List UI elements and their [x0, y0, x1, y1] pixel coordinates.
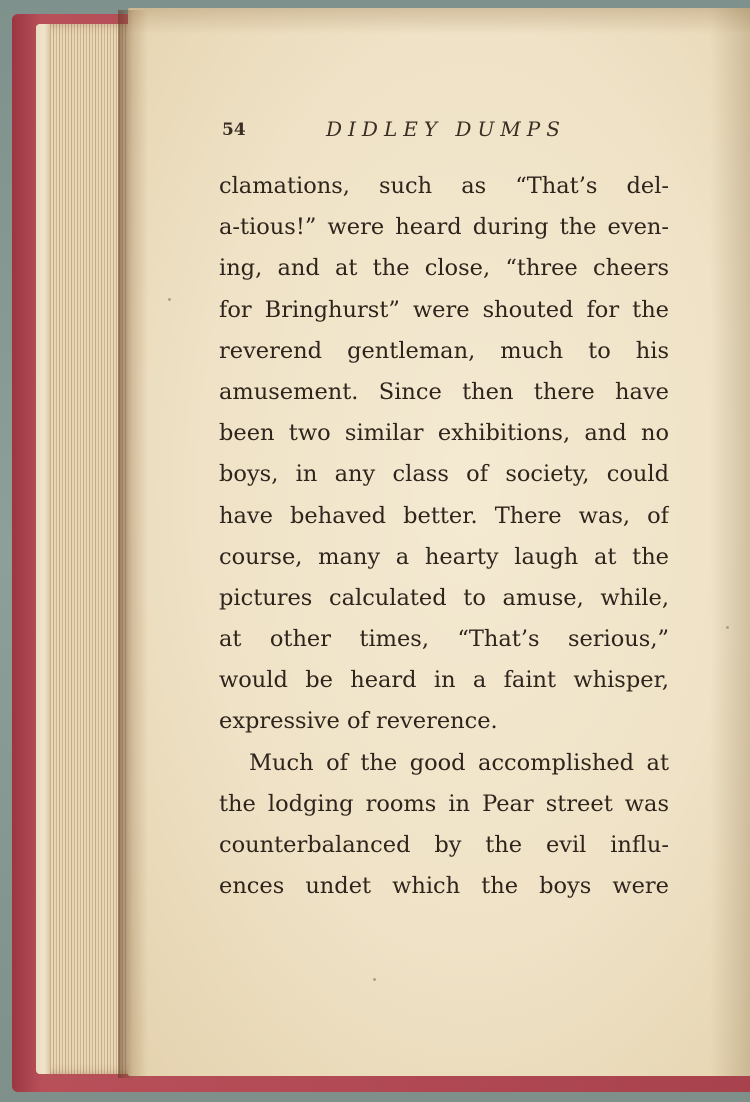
page-right-shade — [710, 8, 750, 1076]
text-line: at other times, “That’s serious,” — [219, 626, 669, 653]
text-line: ences undet which the boys were — [219, 873, 669, 900]
text-line: a-tious!” were heard during the even- — [219, 214, 669, 241]
text-line: have behaved better. There was, of — [219, 502, 669, 529]
text-line: pictures calculated to amuse, while, — [219, 584, 669, 611]
text-line-paragraph-start: Much of the good accomplished at — [249, 749, 669, 776]
running-head — [222, 116, 672, 144]
page-top-shade — [128, 8, 750, 34]
text-line: boys, in any class of society, could — [219, 461, 669, 488]
paper-speck — [373, 978, 376, 981]
book-title: DIDLEY DUMPS — [326, 117, 566, 141]
paper-speck — [168, 298, 171, 301]
paper-speck — [726, 626, 729, 629]
text-line: course, many a hearty laugh at the — [219, 543, 669, 570]
text-line: ing, and at the close, “three cheers — [219, 255, 669, 282]
text-line: counterbalanced by the evil influ- — [219, 832, 669, 858]
text-line-paragraph-end: expressive of reverence. — [219, 708, 498, 735]
page-edge-highlight — [36, 24, 50, 1074]
text-line: would be heard in a faint whisper, — [219, 667, 669, 694]
text-line: been two similar exhibitions, and no — [219, 420, 669, 447]
body-text — [219, 166, 669, 907]
text-line: for Bringhurst” were shouted for the — [219, 296, 669, 323]
book-page — [128, 8, 750, 1076]
text-line: the lodging rooms in Pear street was — [219, 790, 669, 817]
gutter-shadow — [118, 10, 148, 1078]
text-line: reverend gentleman, much to his — [219, 337, 669, 364]
page-number: 54 — [222, 120, 246, 140]
text-line: clamations, such as “That’s del- — [219, 173, 669, 199]
text-line: amusement. Since then there have — [219, 378, 669, 405]
